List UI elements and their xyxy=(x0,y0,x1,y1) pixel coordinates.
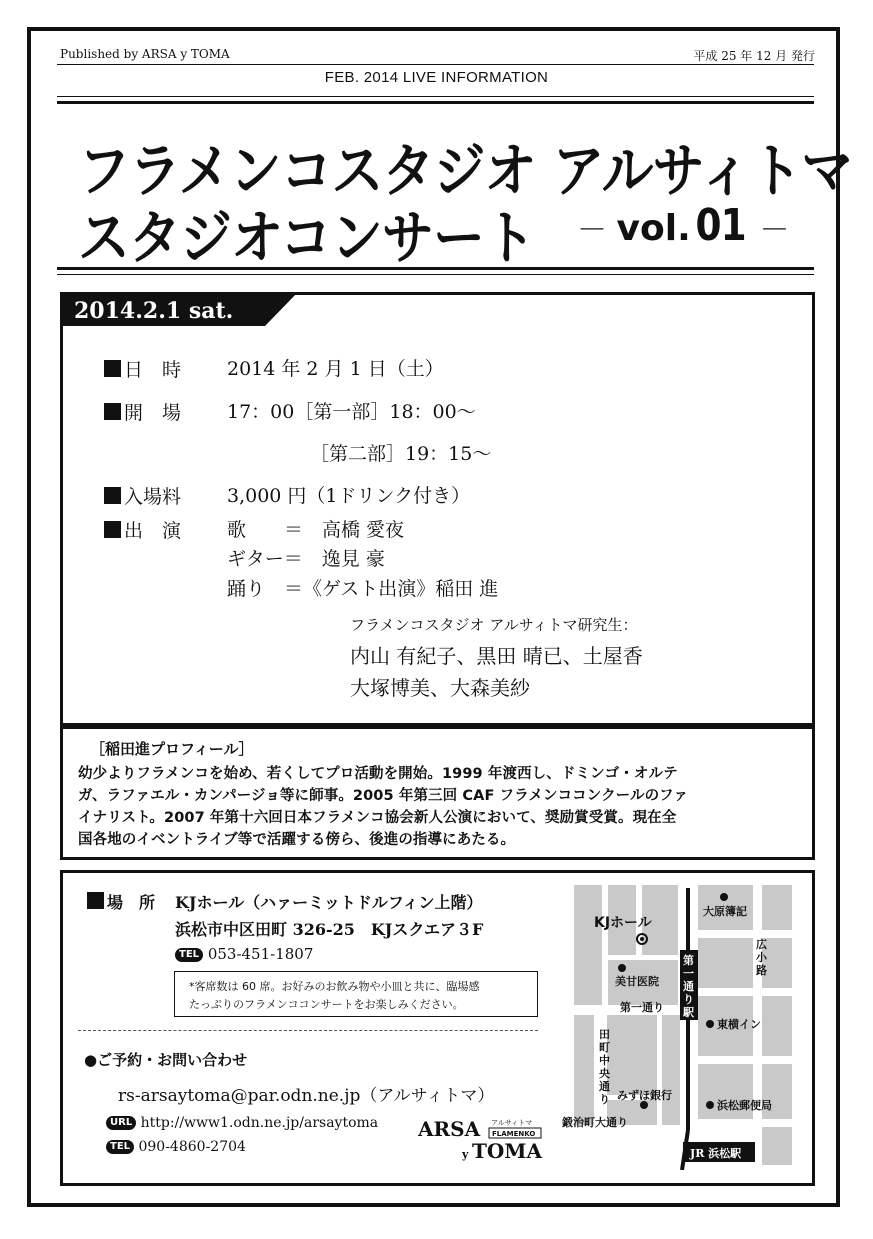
fee-row xyxy=(104,487,181,507)
tel-badge: TEL xyxy=(175,948,203,962)
cast-row xyxy=(104,521,181,541)
profile-line-3: イナリスト。2007 年第十六回日本フラメンコ協会新人公演において、奨励賞受賞。現在全 xyxy=(78,810,677,826)
volume-prefix: vol. xyxy=(616,208,691,249)
bullet-square-icon xyxy=(104,403,121,420)
venue-label: 場 所 xyxy=(107,893,156,912)
contact-email[interactable]: rs-arsaytoma@par.odn.ne.jp（アルサィトマ） xyxy=(118,1086,495,1106)
map-label-mikan: 美甘医院 xyxy=(615,975,659,988)
seating-note-line-2: たっぷりのフラメンココンサートをお楽しみください。 xyxy=(189,998,464,1011)
title-rule-top-thick xyxy=(57,101,814,104)
date-label: 日 時 xyxy=(124,359,182,381)
date-row xyxy=(104,360,181,380)
open-value-1: 17：00［第一部］18：00～ xyxy=(227,401,476,423)
map-label-jr: JR 浜松駅 xyxy=(690,1147,742,1160)
volume-label: － vol. 01 － xyxy=(577,200,790,251)
title-rule-top-thin xyxy=(57,96,814,97)
map-label-hirokoji: 広小路 xyxy=(756,938,767,977)
date-value: 2014 年 2 月 1 日（土） xyxy=(227,358,444,380)
issue-date: 平成 25 年 12 月 発行 xyxy=(693,49,815,63)
profile-line-4: 国各地のイベントライブ等で活躍する傍ら、後進の指導にあたる。 xyxy=(78,832,516,848)
map-label-mizuho: みずほ銀行 xyxy=(617,1089,672,1102)
students-line-1: 内山 有紀子、黒田 晴已、土屋香 xyxy=(350,644,643,668)
open-value-2: ［第二部］19：15～ xyxy=(310,443,492,465)
map-label-toyoko: 東横イン xyxy=(717,1018,761,1031)
open-row xyxy=(104,403,181,423)
venue-row xyxy=(87,890,155,913)
url-badge: URL xyxy=(106,1116,136,1130)
logo-top-text: ARSA xyxy=(418,1117,481,1141)
header-rule xyxy=(57,64,814,65)
title-rule-bottom-thin xyxy=(57,274,814,275)
contact-url[interactable]: http://www1.odn.ne.jp/arsaytoma xyxy=(140,1115,379,1131)
cast-song: 歌 ＝ 高橋 愛夜 xyxy=(227,519,405,541)
edition-label: FEB. 2014 LIVE INFORMATION xyxy=(324,69,549,86)
bullet-square-icon xyxy=(104,521,121,538)
title-line-1: フラメンコスタジオ アルサィトマ xyxy=(78,138,853,206)
profile-line-2: ガ、ラファエル・カンパージョ等に師事。2005 年第三回 CAF フラメンココンクールのファ xyxy=(78,788,689,804)
bullet-square-icon xyxy=(87,892,104,909)
venue-name: KJホール（ハァーミットドルフィン上階） xyxy=(175,893,483,912)
fee-value: 3,000 円（1ドリンク付き） xyxy=(227,485,471,507)
map-label-daiichi-station: 第一通り駅 xyxy=(683,954,694,1019)
seating-note-line-1: *客席数は 60 席。お好みのお飲み物や小皿と共に、臨場感 xyxy=(189,980,480,993)
venue-map xyxy=(562,880,798,1170)
tel-badge: TEL xyxy=(106,1140,134,1154)
volume-number: 01 xyxy=(695,200,746,251)
contact-tel: 090-4860-2704 xyxy=(138,1139,246,1155)
profile-title: ［稲田進プロフィール］ xyxy=(90,740,254,758)
title-rule-bottom-thick xyxy=(57,267,814,270)
title-line-2: スタジオコンサート xyxy=(78,205,535,273)
venue-tel-row xyxy=(175,945,313,963)
logo-y-text: y xyxy=(462,1148,469,1161)
venue-address: 浜松市中区田町 326-25 KJスクエア３F xyxy=(175,920,484,939)
venue-tel: 053-451-1807 xyxy=(207,945,314,963)
map-label-daiichi-street: 第一通り xyxy=(620,1001,664,1014)
logo-flamenco-text: FLAMENKO xyxy=(492,1130,536,1138)
students-title: フラメンコスタジオ アルサィトマ研究生： xyxy=(350,616,638,634)
students-line-2: 大塚博美、大森美紗 xyxy=(350,676,530,700)
map-label-post: 浜松郵便局 xyxy=(717,1099,772,1112)
logo-bottom-text: TOMA xyxy=(472,1139,542,1162)
map-label-tamachi: 田町中央通り xyxy=(599,1028,610,1106)
map-label-ohara: 大原簿記 xyxy=(703,905,747,918)
url-row xyxy=(106,1115,378,1131)
contact-tel-row xyxy=(106,1139,246,1155)
logo-kana-text: アルサィトマ xyxy=(491,1119,533,1127)
cast-dance: 踊り ＝《ゲスト出演》稲田 進 xyxy=(227,578,499,600)
date-tab-text: 2014.2.1 sat. xyxy=(74,298,234,324)
fee-label: 入場料 xyxy=(124,486,182,508)
open-label: 開 場 xyxy=(124,402,182,424)
profile-line-1: 幼少よりフラメンコを始め、若くしてプロ活動を開始。1999 年渡西し、ドミンゴ・オルテ xyxy=(78,766,678,782)
publisher-credit: Published by ARSA y TOMA xyxy=(60,47,230,61)
map-label-kj-hall: KJホール xyxy=(594,915,652,931)
bullet-square-icon xyxy=(104,360,121,377)
contact-title: ●ご予約・お問い合わせ xyxy=(84,1051,248,1069)
arsa-y-toma-logo xyxy=(418,1116,548,1166)
cast-label: 出 演 xyxy=(124,520,182,542)
seating-note xyxy=(174,971,538,1017)
bullet-square-icon xyxy=(104,487,121,504)
dashed-divider xyxy=(78,1030,538,1031)
cast-guitar: ギター＝ 逸見 豪 xyxy=(227,548,385,570)
date-tab xyxy=(60,292,310,326)
map-label-kajimachi: 鍛治町大通り xyxy=(562,1116,628,1129)
